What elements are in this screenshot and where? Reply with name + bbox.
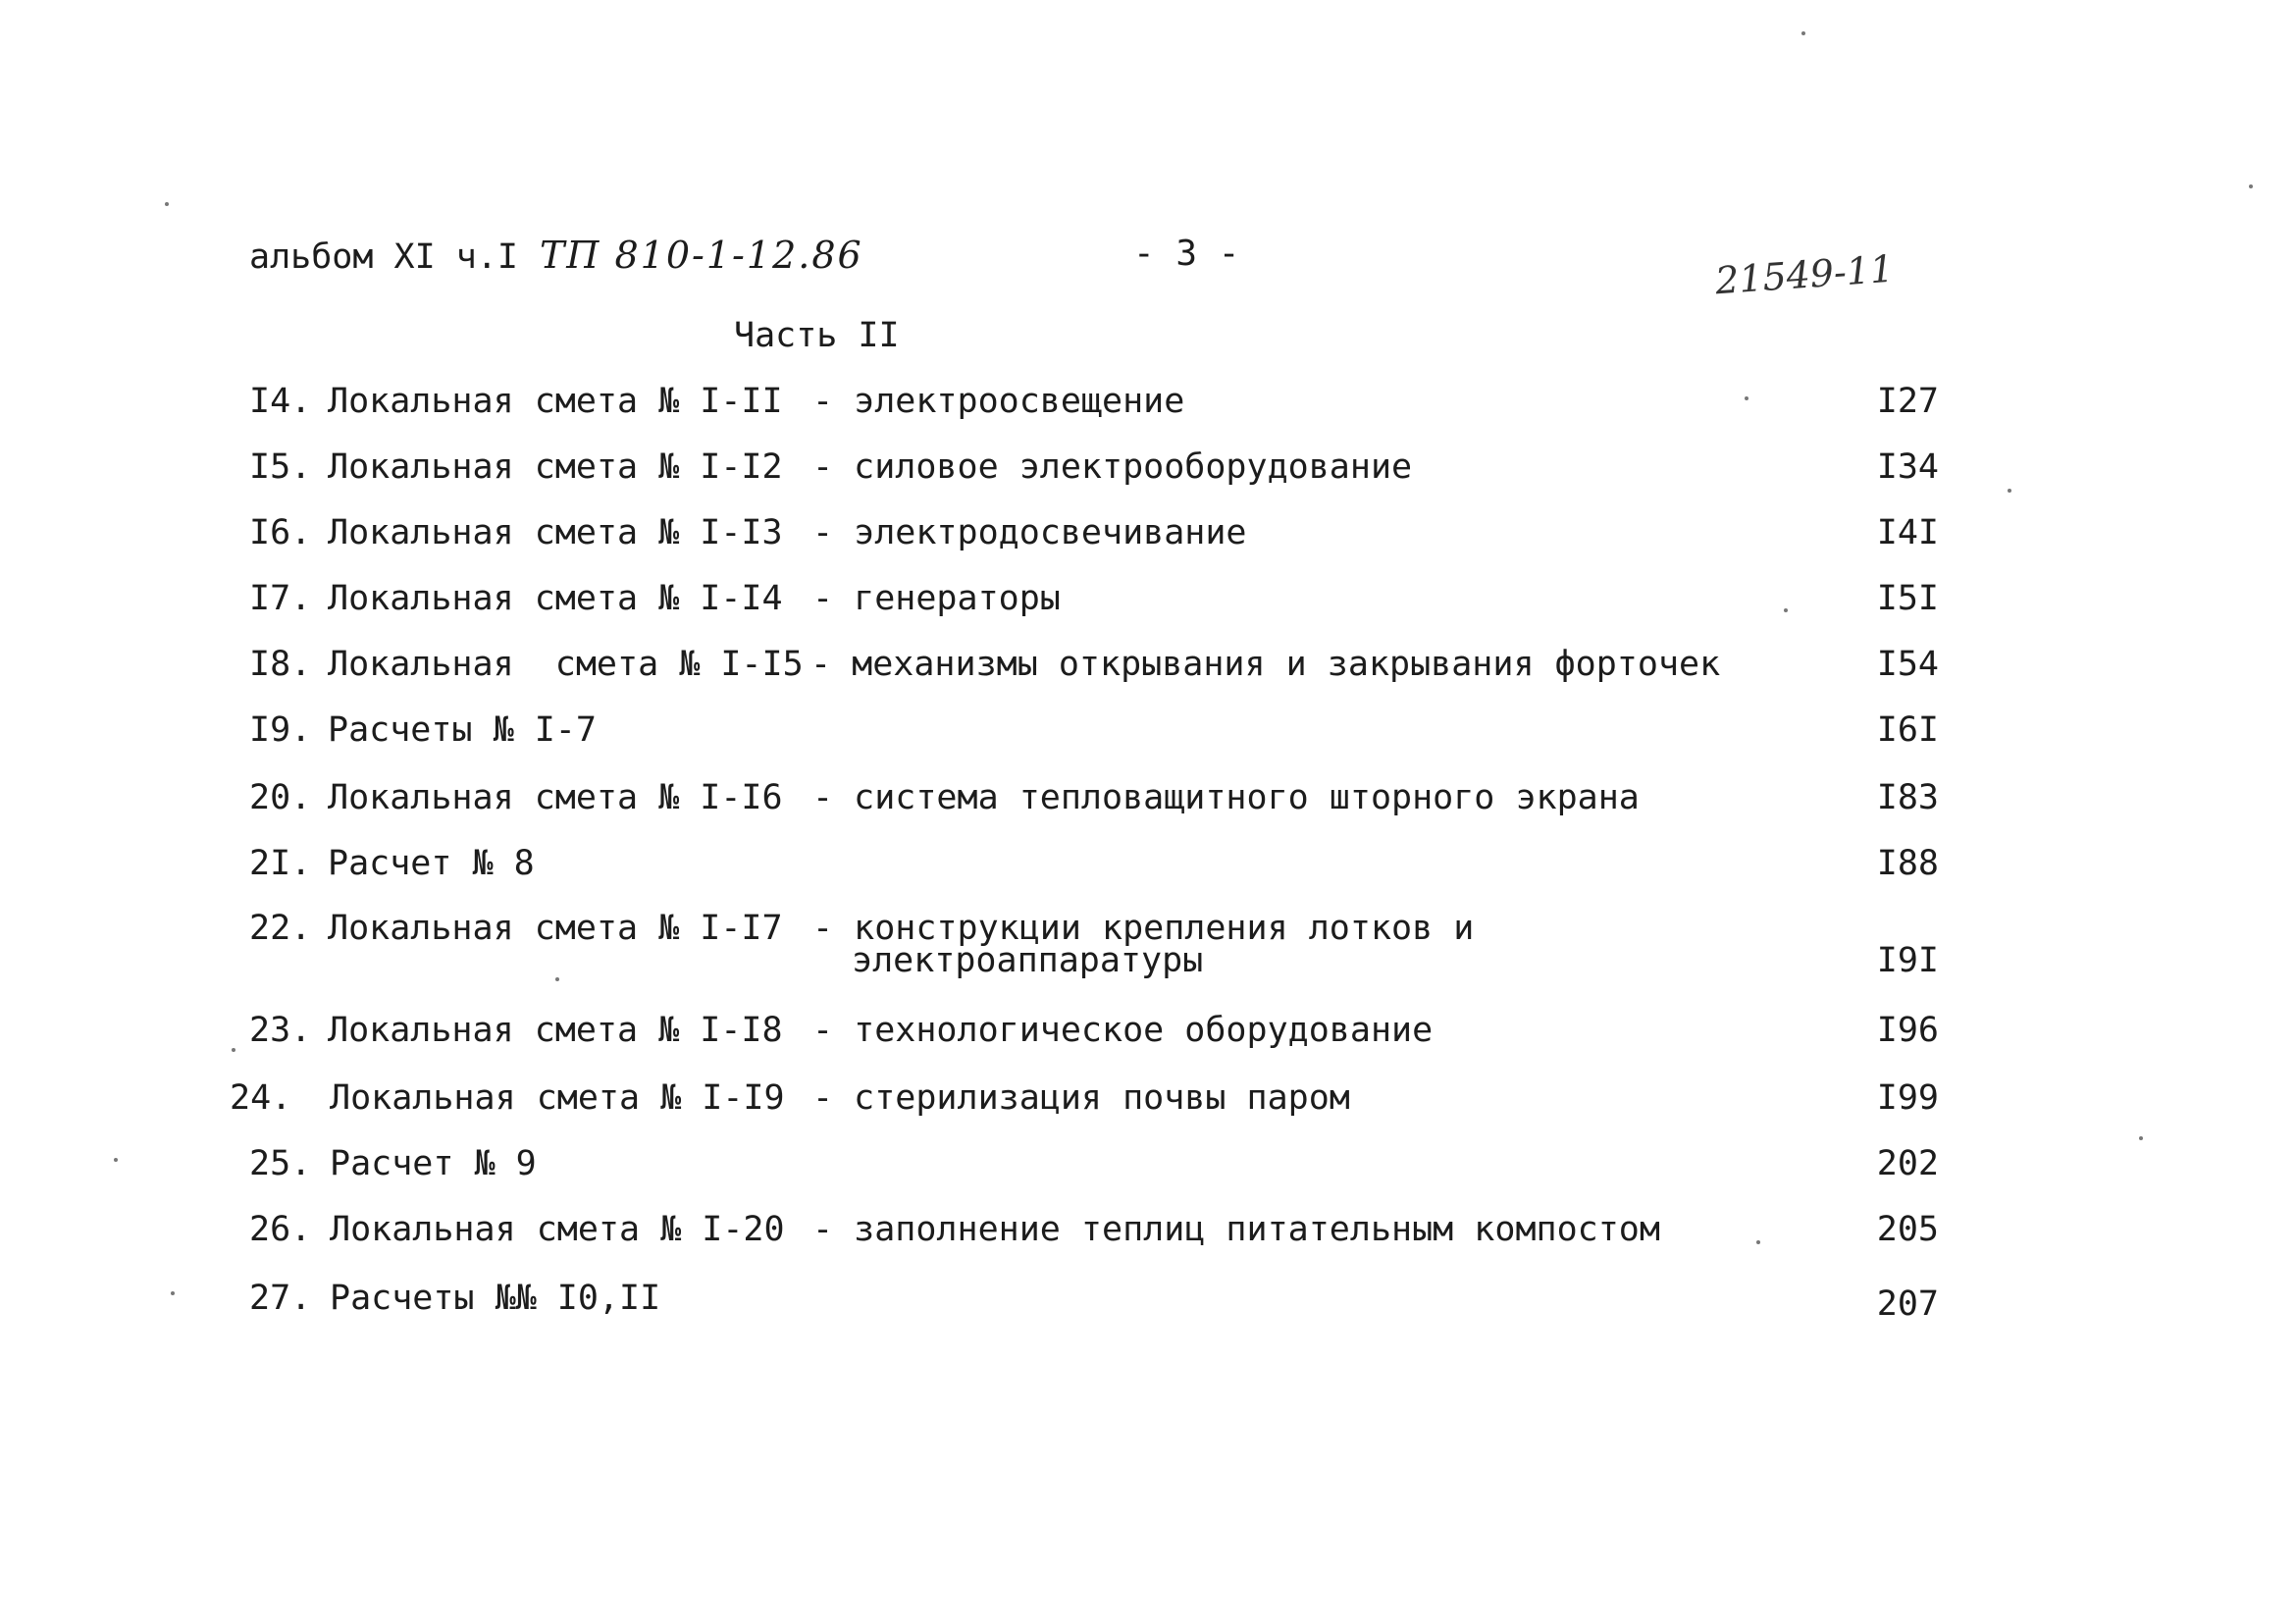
scan-speck	[232, 1048, 235, 1052]
scan-speck	[114, 1158, 118, 1162]
toc-item-number: I5.	[249, 447, 312, 487]
scan-speck	[2139, 1136, 2143, 1140]
toc-item-reference: Локальная смета № I-I8	[328, 1011, 783, 1050]
toc-item-page: I96	[1876, 1011, 1939, 1050]
toc-item-number: I8.	[249, 645, 312, 684]
toc-item-number: 26.	[249, 1210, 312, 1249]
toc-item-reference: Расчеты № I-7	[328, 710, 597, 750]
toc-item-number: 27.	[249, 1279, 312, 1318]
toc-item-number: 25.	[249, 1144, 312, 1183]
toc-item-description: - электроосвещение	[812, 382, 1185, 421]
toc-item-page: I4I	[1876, 513, 1939, 552]
scan-speck	[2249, 184, 2253, 188]
toc-item-description: - силовое электрооборудование	[812, 447, 1413, 487]
toc-item-reference: Локальная смета № I-II	[328, 382, 783, 421]
toc-item-description: - генераторы	[812, 579, 1061, 618]
toc-item-reference: Локальная смета № I-I4	[328, 579, 783, 618]
toc-item-page: I99	[1876, 1078, 1939, 1118]
toc-item-reference: Локальная смета № I-I3	[328, 513, 783, 552]
toc-item-number: 20.	[249, 778, 312, 817]
toc-item-number: 22.	[249, 909, 312, 948]
toc-item-description: - электродосвечивание	[812, 513, 1247, 552]
toc-item-reference: Расчеты №№ I0,II	[330, 1279, 661, 1318]
toc-item-page: I27	[1876, 382, 1939, 421]
toc-item-number: 23.	[249, 1011, 312, 1050]
toc-item-page: 205	[1876, 1210, 1939, 1249]
toc-item-description: - технологическое оборудование	[812, 1011, 1434, 1050]
scan-speck	[1784, 608, 1788, 612]
toc-item-page: I5I	[1876, 579, 1939, 618]
toc-item-page: I6I	[1876, 710, 1939, 750]
toc-item-reference: Локальная смета № I-I2	[328, 447, 783, 487]
handwritten-project-code: ТП 810-1-12.86	[539, 234, 863, 277]
toc-item-page: 202	[1876, 1144, 1939, 1183]
toc-item-reference: Локальная смета № I-I5	[328, 645, 804, 684]
scan-speck	[1745, 396, 1748, 400]
toc-item-description: - заполнение теплиц питательным компостом	[812, 1210, 1660, 1249]
toc-item-page: I83	[1876, 778, 1939, 817]
toc-item-number: 2I.	[249, 844, 312, 883]
toc-item-reference: Локальная смета № I-20	[330, 1210, 785, 1249]
toc-item-description: - стерилизация почвы паром	[812, 1078, 1350, 1118]
album-header	[249, 234, 863, 277]
handwritten-document-number: 21549-11	[1713, 246, 1896, 303]
toc-item-number: 24.	[230, 1078, 292, 1118]
toc-item-page: I54	[1876, 645, 1939, 684]
toc-item-reference: Локальная смета № I-I9	[330, 1078, 785, 1118]
toc-item-reference: Локальная смета № I-I7	[328, 909, 783, 948]
toc-item-reference: Расчет № 9	[330, 1144, 537, 1183]
scan-speck	[171, 1291, 175, 1295]
section-title: Часть II	[734, 316, 900, 355]
scan-speck	[165, 202, 169, 206]
toc-item-number: I9.	[249, 710, 312, 750]
toc-item-number: I7.	[249, 579, 312, 618]
toc-item-description: - система тепловащитного шторного экрана	[812, 778, 1640, 817]
toc-item-reference: Расчет № 8	[328, 844, 535, 883]
scan-speck	[2008, 489, 2011, 493]
toc-item-page: I9I	[1876, 941, 1939, 980]
scan-speck	[555, 977, 559, 981]
toc-item-number: I4.	[249, 382, 312, 421]
toc-item-description: - конструкции крепления лотков и	[812, 909, 1475, 948]
scan-speck	[1801, 31, 1805, 35]
toc-item-page: 207	[1876, 1284, 1939, 1324]
toc-item-page: I34	[1876, 447, 1939, 487]
toc-item-description: - механизмы открывания и закрывания форточек	[810, 645, 1721, 684]
toc-item-page: I88	[1876, 844, 1939, 883]
page-number-marker: - 3 -	[1133, 234, 1240, 274]
album-label: альбом XI ч.I	[249, 237, 518, 277]
toc-item-number: I6.	[249, 513, 312, 552]
scan-speck	[1756, 1240, 1760, 1244]
toc-item-description-continuation: электроаппаратуры	[852, 941, 1204, 980]
toc-item-reference: Локальная смета № I-I6	[328, 778, 783, 817]
